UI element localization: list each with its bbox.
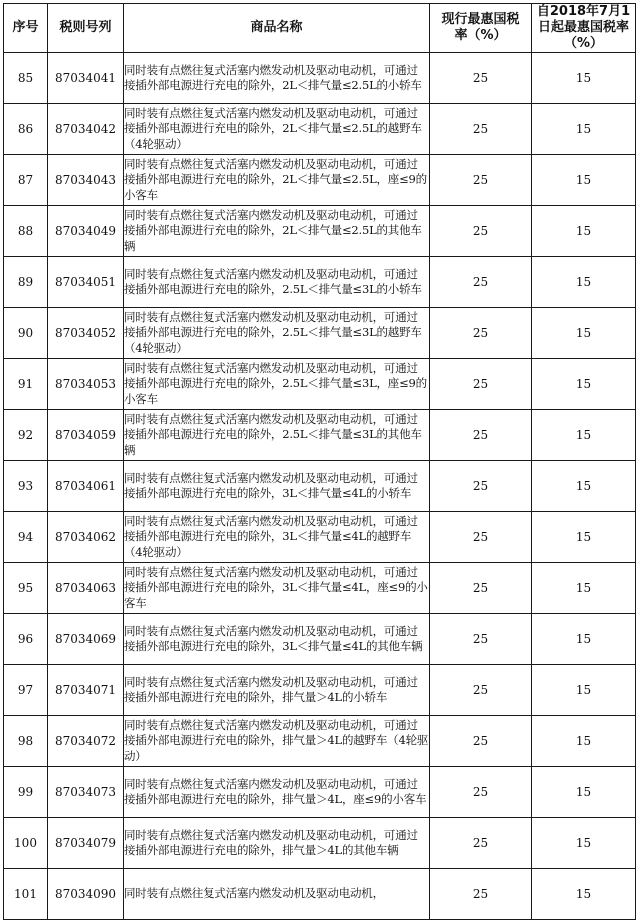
product-name: 同时装有点燃往复式活塞内燃发动机及驱动电动机，可通过接插外部电源进行充电的除外，2L＜排气量≤2.5L的越野车（4轮驱动） [124,104,430,155]
product-name: 同时装有点燃往复式活塞内燃发动机及驱动电动机，可通过接插外部电源进行充电的除外，2.5L＜排气量≤3L的越野车（4轮驱动） [124,308,430,359]
new-rate: 15 [532,461,636,512]
new-rate: 15 [532,257,636,308]
table-row [4,206,636,257]
row-number: 95 [4,563,48,614]
table-row [4,716,636,767]
table-row [4,308,636,359]
tariff-code: 87034079 [48,818,124,869]
table-row [4,869,636,920]
new-rate: 15 [532,359,636,410]
tariff-code: 87034090 [48,869,124,920]
table-row [4,665,636,716]
row-number: 86 [4,104,48,155]
tariff-code: 87034059 [48,410,124,461]
tariff-code: 87034041 [48,53,124,104]
new-rate: 15 [532,665,636,716]
current-rate: 25 [430,206,532,257]
table-header [4,4,636,53]
header-new-rate: 自2018年7月1日起最惠国税率（%） [532,4,636,53]
product-name: 同时装有点燃往复式活塞内燃发动机及驱动电动机，可通过接插外部电源进行充电的除外，2L＜排气量≤2.5L的小轿车 [124,53,430,104]
tariff-code: 87034071 [48,665,124,716]
row-number: 89 [4,257,48,308]
new-rate: 15 [532,53,636,104]
header-no: 序号 [4,4,48,53]
new-rate: 15 [532,869,636,920]
current-rate: 25 [430,461,532,512]
product-name: 同时装有点燃往复式活塞内燃发动机及驱动电动机， [124,869,430,920]
row-number: 101 [4,869,48,920]
row-number: 88 [4,206,48,257]
row-number: 87 [4,155,48,206]
table-row [4,461,636,512]
product-name: 同时装有点燃往复式活塞内燃发动机及驱动电动机，可通过接插外部电源进行充电的除外，2.5L＜排气量≤3L的小轿车 [124,257,430,308]
product-name: 同时装有点燃往复式活塞内燃发动机及驱动电动机，可通过接插外部电源进行充电的除外，2.5L＜排气量≤3L的其他车辆 [124,410,430,461]
current-rate: 25 [430,614,532,665]
row-number: 94 [4,512,48,563]
product-name: 同时装有点燃往复式活塞内燃发动机及驱动电动机，可通过接插外部电源进行充电的除外，排气量＞4L的越野车（4轮驱动） [124,716,430,767]
tariff-code: 87034061 [48,461,124,512]
tariff-code: 87034069 [48,614,124,665]
tariff-code: 87034063 [48,563,124,614]
row-number: 100 [4,818,48,869]
new-rate: 15 [532,206,636,257]
new-rate: 15 [532,563,636,614]
header-row [4,4,636,53]
current-rate: 25 [430,257,532,308]
current-rate: 25 [430,410,532,461]
new-rate: 15 [532,767,636,818]
header-current-rate: 现行最惠国税率（%） [430,4,532,53]
row-number: 91 [4,359,48,410]
new-rate: 15 [532,104,636,155]
product-name: 同时装有点燃往复式活塞内燃发动机及驱动电动机，可通过接插外部电源进行充电的除外，2.5L＜排气量≤3L，座≤9的小客车 [124,359,430,410]
table-row [4,512,636,563]
tariff-code: 87034062 [48,512,124,563]
current-rate: 25 [430,308,532,359]
new-rate: 15 [532,308,636,359]
row-number: 93 [4,461,48,512]
tariff-code: 87034051 [48,257,124,308]
current-rate: 25 [430,818,532,869]
table-row [4,410,636,461]
table-row [4,257,636,308]
table-row [4,614,636,665]
current-rate: 25 [430,869,532,920]
header-code: 税则号列 [48,4,124,53]
tariff-code: 87034072 [48,716,124,767]
new-rate: 15 [532,716,636,767]
header-name: 商品名称 [124,4,430,53]
new-rate: 15 [532,410,636,461]
new-rate: 15 [532,155,636,206]
table-row [4,767,636,818]
product-name: 同时装有点燃往复式活塞内燃发动机及驱动电动机，可通过接插外部电源进行充电的除外，3L＜排气量≤4L的小轿车 [124,461,430,512]
table-row [4,818,636,869]
table-row [4,53,636,104]
product-name: 同时装有点燃往复式活塞内燃发动机及驱动电动机，可通过接插外部电源进行充电的除外，排气量＞4L，座≤9的小客车 [124,767,430,818]
new-rate: 15 [532,614,636,665]
row-number: 90 [4,308,48,359]
table-row [4,563,636,614]
new-rate: 15 [532,818,636,869]
tariff-code: 87034042 [48,104,124,155]
new-rate: 15 [532,512,636,563]
current-rate: 25 [430,53,532,104]
tariff-code: 87034043 [48,155,124,206]
tariff-code: 87034052 [48,308,124,359]
table-row [4,359,636,410]
product-name: 同时装有点燃往复式活塞内燃发动机及驱动电动机，可通过接插外部电源进行充电的除外，2L＜排气量≤2.5L的其他车辆 [124,206,430,257]
row-number: 96 [4,614,48,665]
row-number: 99 [4,767,48,818]
product-name: 同时装有点燃往复式活塞内燃发动机及驱动电动机，可通过接插外部电源进行充电的除外，3L＜排气量≤4L的越野车（4轮驱动） [124,512,430,563]
table-body [4,53,636,920]
current-rate: 25 [430,767,532,818]
row-number: 97 [4,665,48,716]
tariff-table [3,3,636,920]
current-rate: 25 [430,563,532,614]
tariff-code: 87034053 [48,359,124,410]
product-name: 同时装有点燃往复式活塞内燃发动机及驱动电动机，可通过接插外部电源进行充电的除外，排气量＞4L的小轿车 [124,665,430,716]
table-row [4,104,636,155]
current-rate: 25 [430,512,532,563]
tariff-code: 87034049 [48,206,124,257]
row-number: 98 [4,716,48,767]
current-rate: 25 [430,716,532,767]
product-name: 同时装有点燃往复式活塞内燃发动机及驱动电动机，可通过接插外部电源进行充电的除外，排气量＞4L的其他车辆 [124,818,430,869]
row-number: 85 [4,53,48,104]
product-name: 同时装有点燃往复式活塞内燃发动机及驱动电动机，可通过接插外部电源进行充电的除外，2L＜排气量≤2.5L，座≤9的小客车 [124,155,430,206]
product-name: 同时装有点燃往复式活塞内燃发动机及驱动电动机，可通过接插外部电源进行充电的除外，3L＜排气量≤4L，座≤9的小客车 [124,563,430,614]
current-rate: 25 [430,359,532,410]
current-rate: 25 [430,665,532,716]
row-number: 92 [4,410,48,461]
current-rate: 25 [430,155,532,206]
current-rate: 25 [430,104,532,155]
table-row [4,155,636,206]
tariff-code: 87034073 [48,767,124,818]
product-name: 同时装有点燃往复式活塞内燃发动机及驱动电动机，可通过接插外部电源进行充电的除外，3L＜排气量≤4L的其他车辆 [124,614,430,665]
